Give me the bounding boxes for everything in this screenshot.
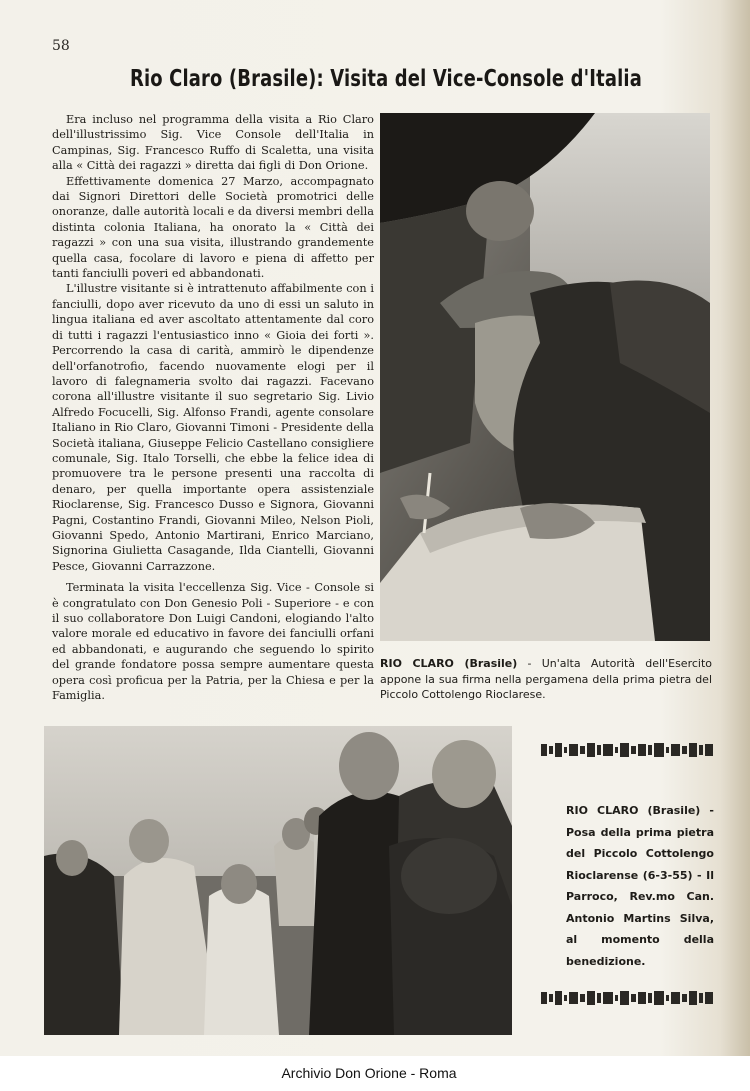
caption-bottom-text: - Posa della prima pietra del Piccolo Cottolengo Rioclarense (6-3-55) - Il Parroco, Rev.mo Can. Antonio Martins Silva, al momento della benedizione. — [566, 804, 714, 968]
article-body — [52, 112, 374, 703]
article-paragraph: Era incluso nel programma della visita a Rio Claro dell'illustrissimo Sig. Vice Console dell'Italia in Campinas, Sig. Francesco Ruffo di Scaletta, una visita alla « Città dei ragazzi » diretta dai figli di Don Orione. — [52, 113, 374, 173]
article-paragraph: Terminata la visita l'eccellenza Sig. Vice - Console si è congratulato con Don Genesio Poli - Superiore - e con il suo collaboratore Don Luigi Candoni, elogiando l'alto valore morale ed educativo in favore dei fanciulli orfani ed abbandonati, e augurando che seguendo lo spirito del grande fondatore possa sempre aumentare questa opera così proficua per la Patria, per la Chiesa e per la Famiglia. — [52, 581, 374, 703]
page-number: 58 — [52, 38, 70, 54]
archive-footer-text: Archivio Don Orione - Roma — [281, 1065, 457, 1081]
article-paragraph: L'illustre visitante si è intrattenuto affabilmente con i fanciulli, dopo aver ricevuto da uno di essi un saluto in lingua italiana ed aver ascoltato attentamente dal coro di tutti i ragazzi l'entusiastico inno « Gioia dei forti ». Percorrendo la casa di carità, ammirò le dipendenze dell'orfanotrofio, facendo nuovamente elogi per il lavoro di falegnameria svolto dai ragazzi. Facevano corona all'illustre visitante il suo segretario Sig. Livio Alfredo Focucelli, Sig. Alfonso Frandi, agente consolare Italiano in Rio Claro, Giovanni Timoni - Presidente della Società italiana, Giuseppe Felicio Castellano consigliere comunale, Sig. Italo Torselli, che ebbe la felice idea di promuovere tra le persone presenti una raccolta di denaro, per quella importante opera assistenziale Rioclarense, Sig. Francesco Dusso e Signora, Giovanni Pagni, Costantino Frandi, Giovanni Mileo, Nelson Pioli, Giovanni Spedo, Antonio Martirani, Enrico Marciano, Signorina Giulietta Casagande, Ilda Ciantelli, Giovanni Pesce, Giovanni Carrazzone. — [52, 282, 374, 573]
decorative-ornament-top — [541, 742, 713, 758]
caption-top-text: - Un'alta Autorità dell'Esercito appone la sua firma nella pergamena della prima pietra del Piccolo Cottolengo Rioclarese. — [380, 657, 713, 701]
caption-bottom-lead: RIO CLARO (Brasile) — [566, 804, 701, 817]
caption-top — [380, 656, 712, 703]
photo-officer-signing — [380, 113, 710, 641]
article-title-wrap — [130, 66, 643, 98]
archive-footer — [0, 1056, 750, 1091]
caption-bottom — [566, 800, 714, 972]
article-title: Rio Claro (Brasile): Visita del Vice-Console d'Italia — [130, 66, 643, 92]
caption-top-lead: RIO CLARO (Brasile) — [380, 657, 518, 670]
photo-blessing-ceremony — [44, 726, 512, 1035]
decorative-ornament-bottom — [541, 990, 713, 1006]
article-paragraph: Effettivamente domenica 27 Marzo, accompagnato dai Signori Direttori delle Società promotrici delle onoranze, dalle autorità locali e da diversi membri della distinta colonia Italiana, ha onorato la « Città dei ragazzi » con una sua visita, illustrando grandemente quella casa, focolare di lavoro e piena di affetto per tanti fanciulli poveri ed abbandonati. — [52, 174, 374, 281]
